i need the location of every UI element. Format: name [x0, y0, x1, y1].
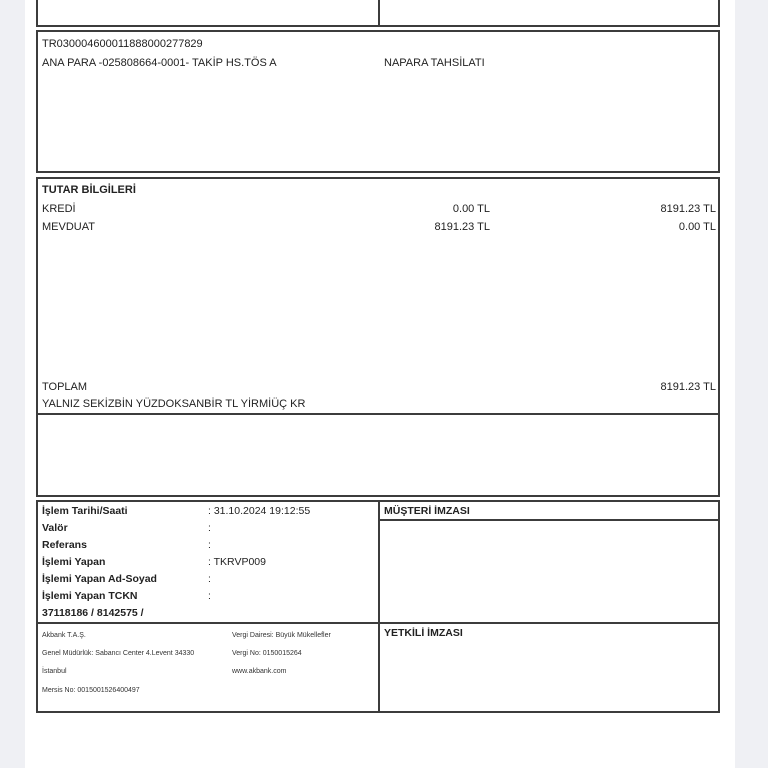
detail-label: İşlem Tarihi/Saati [42, 505, 128, 517]
details-section [36, 500, 720, 713]
footer-company: Akbank T.A.Ş. [42, 632, 86, 639]
footer-website: www.akbank.com [232, 668, 287, 675]
iban-number: TR030004600011888000277829 [42, 38, 203, 50]
account-description: ANA PARA -025808664-0001- TAKİP HS.TÖS A [42, 57, 277, 69]
detail-label: İşlemi Yapan TCKN [42, 590, 138, 602]
page-margin-left [0, 0, 25, 768]
amount-row-mevduat [38, 221, 718, 235]
total-value: 8191.23 TL [660, 381, 716, 393]
footer-address: Genel Müdürlük: Sabancı Center 4.Levent 34330 [42, 650, 195, 657]
detail-value: : TKRVP009 [208, 556, 266, 568]
bank-footer-cell [38, 624, 380, 711]
amount-row-value-1: 0.00 TL [452, 203, 490, 215]
bank-receipt-document [36, 0, 720, 768]
footer-city: İstanbul [42, 668, 67, 675]
amounts-section-title: TUTAR BİLGİLERİ [42, 184, 136, 196]
amounts-section [36, 177, 720, 497]
detail-value: : [208, 590, 211, 602]
amount-row-kredi [38, 203, 718, 217]
page-margin-right [735, 0, 768, 768]
detail-label: Referans [42, 539, 87, 551]
authorized-signature-label: YETKİLİ İMZASI [384, 627, 463, 639]
detail-row [38, 556, 378, 573]
transaction-details-cell [38, 502, 380, 624]
total-row [38, 381, 718, 395]
footer-tax-no: Vergi No: 0150015264 [232, 650, 302, 657]
detail-row [38, 505, 378, 522]
detail-value: : [208, 539, 211, 551]
amount-row-value-2: 8191.23 TL [660, 203, 716, 215]
detail-row [38, 522, 378, 539]
transaction-type: NAPARA TAHSİLATI [384, 57, 485, 69]
total-label: TOPLAM [42, 381, 88, 393]
detail-label: İşlemi Yapan [42, 556, 106, 568]
top-cutoff-row [36, 0, 720, 27]
customer-signature-box [380, 502, 718, 624]
detail-row [38, 573, 378, 590]
detail-value: : [208, 573, 211, 585]
footer-tax-office: Vergi Dairesi: Büyük Mükellefler [232, 632, 331, 639]
amount-row-value-1: 8191.23 TL [434, 221, 490, 233]
detail-value: : 31.10.2024 19:12:55 [208, 505, 311, 517]
detail-row [38, 590, 378, 607]
detail-value: : [208, 522, 211, 534]
detail-label: İşlemi Yapan Ad-Soyad [42, 573, 157, 585]
branch-code: 37118186 / 8142575 / [42, 607, 144, 619]
amount-in-words: YALNIZ SEKİZBİN YÜZDOKSANBİR TL YİRMİÜÇ KR [38, 398, 718, 415]
detail-row [38, 539, 378, 556]
detail-label: Valör [42, 522, 68, 534]
account-section [36, 30, 720, 173]
authorized-signature-box [380, 624, 718, 711]
top-row-divider [378, 0, 380, 25]
customer-signature-label: MÜŞTERİ İMZASI [380, 502, 718, 521]
amount-row-label: MEVDUAT [42, 221, 95, 233]
amount-row-value-2: 0.00 TL [678, 221, 716, 233]
amount-row-label: KREDİ [42, 203, 76, 215]
footer-mersis-no: Mersis No: 0015001526400497 [42, 687, 140, 694]
